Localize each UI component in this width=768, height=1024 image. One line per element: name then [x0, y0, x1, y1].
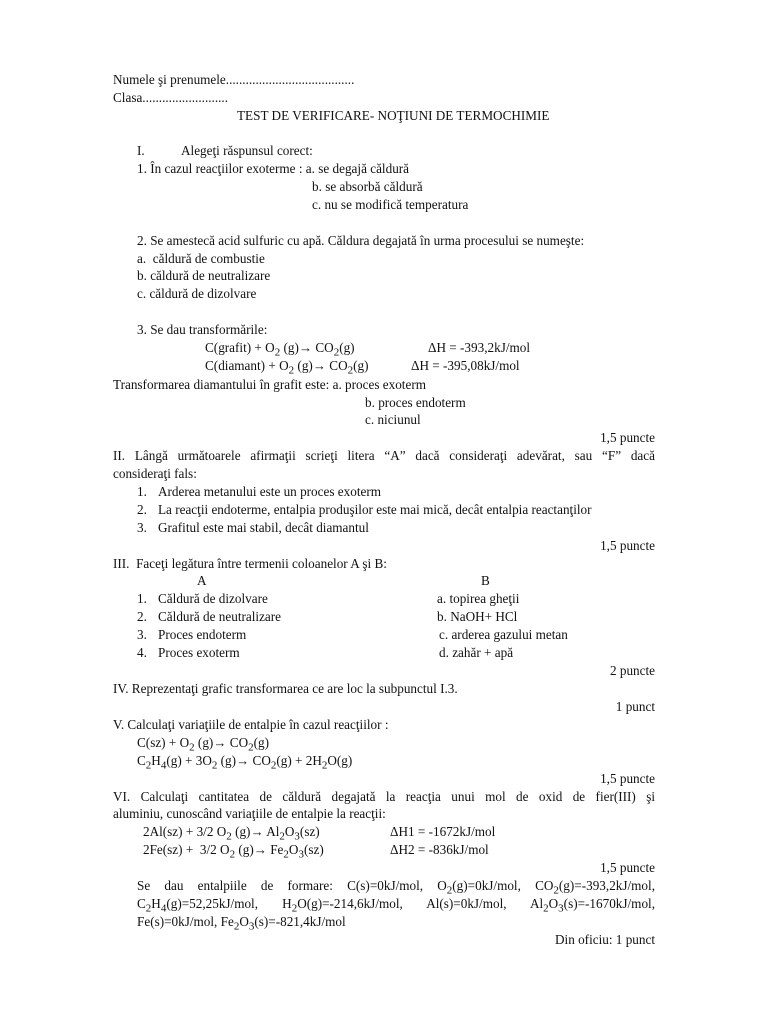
q3-transformation: Transformarea diamantului în grafit este: a. proces exoterm: [113, 377, 426, 392]
s3-a-item-3: Proces endoterm: [158, 627, 247, 642]
section-1-points: 1,5 puncte: [600, 430, 655, 445]
section-6-line-2: aluminiu, cunoscând variaţiile de entalpie la reacţii:: [113, 806, 386, 821]
s3-a-num-4: 4.: [137, 645, 147, 660]
dh-diamond: ΔH = -395,08kJ/mol: [411, 358, 520, 373]
reaction-ethene: $C_2H_4(g) + 3O_2$ $(g)\to CO_2(g) + 2H_2O(g)$: [137, 753, 353, 772]
column-b-header: B: [481, 573, 490, 588]
s3-a-num-1: 1.: [137, 591, 147, 606]
reaction-carbon: $C(sz) + O_2$ $(g)\to CO_2(g)$: [137, 735, 269, 754]
s2-item-2: La reacţii endoterme, entalpia produşilor este mai mică, decât entalpia reactanţilor: [158, 502, 592, 517]
enthalpy-line-3: Fe(s)=0kJ/mol, $Fe_2O_3(s)=-821,4kJ$/mol: [137, 914, 346, 933]
s2-item-3-num: 3.: [137, 520, 147, 535]
q3-text: 3. Se dau transformările:: [137, 322, 268, 337]
section-5-text: V. Calculaţi variaţiile de entalpie în cazul reacţiilor :: [113, 717, 389, 732]
section-1-title: Alegeţi răspunsul corect:: [181, 143, 313, 158]
class-field-line: Clasa..........................: [113, 90, 229, 105]
s3-a-num-3: 3.: [137, 627, 147, 642]
column-a-header: A: [197, 573, 207, 588]
s2-item-1: Arderea metanului este un proces exoterm: [158, 484, 381, 499]
q3-option-b: b. proces endoterm: [365, 395, 466, 410]
s3-a-item-2: Căldură de neutralizare: [158, 609, 282, 624]
dh-graphite: ΔH = -393,2kJ/mol: [428, 340, 531, 355]
q2-option-a: a. căldură de combustie: [137, 251, 265, 266]
q2-option-b: b. căldură de neutralizare: [137, 268, 271, 283]
section-6-line-1: VI. Calculaţi cantitatea de căldură degajată la reacţia unui mol de oxid de fier(III) şi: [113, 789, 655, 804]
reaction-diamond: C(diamant) + $O_2$ $(g)\to CO_2(g)$: [205, 358, 369, 377]
enthalpy-line-2: $C_2H_4(g)=52,25kJ$/mol, $H_2O(g)=-214,6kJ$/mol, Al(s)=0kJ/mol, $Al_2O_3(s)=-1670kJ$/mol,: [137, 896, 655, 915]
s2-item-2-num: 2.: [137, 502, 147, 517]
q2-option-c: c. căldură de dizolvare: [137, 286, 257, 301]
name-field-line: Numele şi prenumele.......................................: [113, 72, 355, 87]
section-3-title: III. Faceţi legătura între termenii coloanelor A şi B:: [113, 556, 387, 571]
section-4-points: 1 punct: [615, 699, 655, 714]
section-1-roman: I.: [137, 143, 145, 158]
section-2-line-2: consideraţi fals:: [113, 466, 197, 481]
dh1: ΔH1 = -1672kJ/mol: [390, 824, 496, 839]
s3-b-item-4: d. zahăr + apă: [439, 645, 514, 660]
s3-a-item-4: Proces exoterm: [158, 645, 240, 660]
oficiu-points: Din oficiu: 1 punct: [555, 932, 655, 947]
dh2: ΔH2 = -836kJ/mol: [390, 842, 489, 857]
q1-option-c: c. nu se modifică temperatura: [312, 197, 469, 212]
section-3-points: 2 puncte: [609, 663, 655, 678]
s2-item-3: Grafitul este mai stabil, decât diamantul: [158, 520, 369, 535]
s3-a-item-1: Căldură de dizolvare: [158, 591, 268, 606]
reaction-graphite: C(grafit) + $O_2$ $(g)\to CO_2(g)$: [205, 340, 355, 359]
s3-b-item-2: b. NaOH+ HCl: [437, 609, 518, 624]
section-4-text: IV. Reprezentaţi grafic transformarea ce are loc la subpunctul I.3.: [113, 681, 458, 696]
s3-b-item-1: a. topirea gheţii: [437, 591, 520, 606]
s2-item-1-num: 1.: [137, 484, 147, 499]
q1-text: 1. În cazul reacţiilor exoterme : a. se degajă căldură: [137, 161, 410, 176]
s3-a-num-2: 2.: [137, 609, 147, 624]
q2-text: 2. Se amestecă acid sulfuric cu apă. Căldura degajată în urma procesului se numeşte:: [137, 233, 585, 248]
section-6-points: 1,5 puncte: [600, 860, 655, 875]
page-title: TEST DE VERIFICARE- NOŢIUNI DE TERMOCHIMIE: [237, 108, 550, 123]
section-2-points: 1,5 puncte: [600, 538, 655, 553]
q1-option-b: b. se absorbă căldură: [312, 179, 423, 194]
reaction-aluminium: 2Al(sz) + 3/2 $O_2$ $(g)\to Al_2O_3(sz)$: [143, 824, 320, 843]
section-5-points: 1,5 puncte: [600, 771, 655, 786]
s3-b-item-3: c. arderea gazului metan: [439, 627, 568, 642]
q3-option-c: c. niciunul: [365, 412, 421, 427]
reaction-iron: 2Fe(sz) + 3/2 $O_2$ $(g)\to Fe_2O_3(sz)$: [143, 842, 324, 861]
section-2-line-1: II. Lângă următoarele afirmaţii scrieţi litera “A” dacă consideraţi adevărat, sau “F” dacă: [113, 448, 655, 463]
enthalpy-line-1: Se dau entalpiile de formare: C(s)=0kJ/mol, $O_2(g)=0kJ$/mol, $CO_2(g)=-393,2kJ$/mol,: [137, 878, 655, 897]
